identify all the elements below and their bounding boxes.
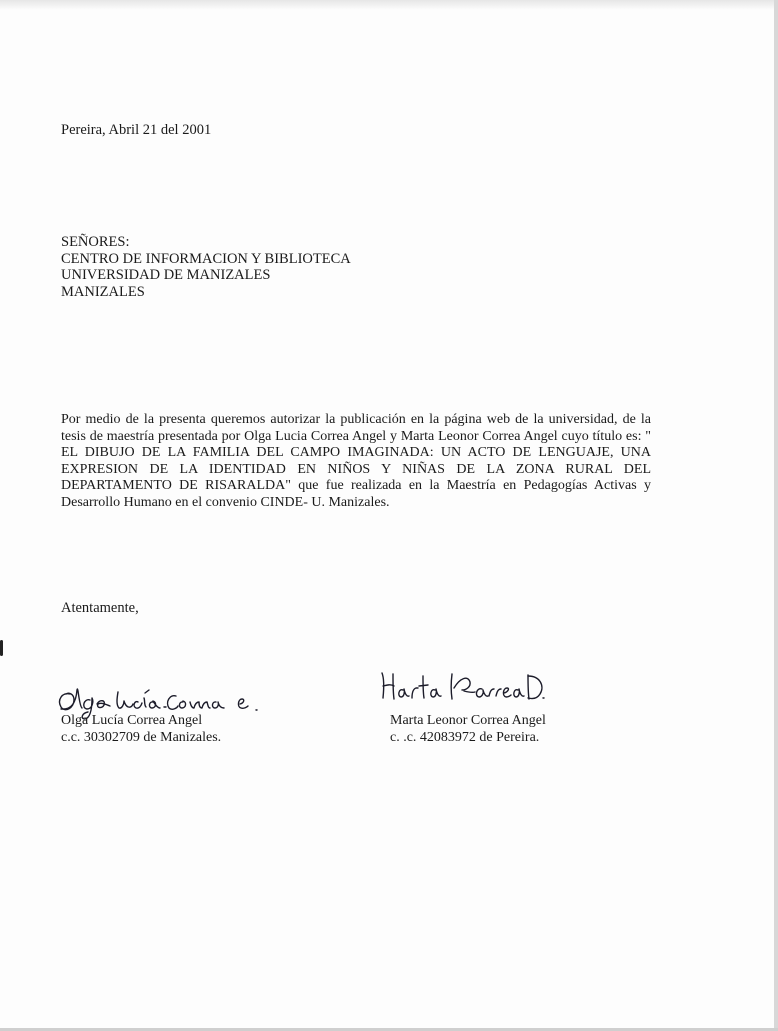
body-line: Desarrollo Humano en el convenio CINDE- U. Manizales.: [61, 494, 390, 510]
recipient-line: MANIZALES: [61, 283, 145, 300]
letter-date: Pereira, Abril 21 del 2001: [61, 122, 212, 138]
body-line: Por medio de la presenta queremos autorizar la publicación en la página web de la universidad, de la: [61, 412, 651, 427]
signatory-id: c. .c. 42083972 de Pereira.: [390, 729, 540, 745]
scan-edge-right: [774, 0, 778, 1031]
signature-marta: [378, 668, 548, 708]
scan-shadow-top: [0, 0, 778, 10]
recipient-block: [61, 234, 351, 300]
recipient-line: SEÑORES:: [61, 234, 130, 250]
body-line: tesis de maestría presentada por Olga Lucia Correa Angel y Marta Leonor Correa Angel cuyo título es: ": [61, 428, 651, 444]
recipient-line: CENTRO DE INFORMACION Y BIBLIOTECA: [61, 250, 351, 267]
letter-body: [61, 412, 651, 511]
signatory-name: Marta Leonor Correa Angel: [390, 713, 546, 728]
signatory-marta: [390, 713, 546, 746]
body-line: DEPARTAMENTO DE RISARALDA" que fue realizada en la Maestría en Pedagogías Activas y: [61, 478, 651, 493]
signatory-name: Olga Lucía Correa Angel: [61, 713, 203, 728]
body-line: EXPRESION DE LA IDENTIDAD EN NIÑOS Y NIÑAS DE LA ZONA RURAL DEL: [61, 461, 651, 477]
signatory-olga: [61, 713, 221, 746]
recipient-line: UNIVERSIDAD DE MANIZALES: [61, 267, 271, 283]
scan-edge-mark: [0, 640, 3, 656]
letter-closing: Atentamente,: [61, 600, 139, 616]
signatory-id: c.c. 30302709 de Manizales.: [61, 729, 222, 745]
body-line: EL DIBUJO DE LA FAMILIA DEL CAMPO IMAGINADA: UN ACTO DE LENGUAJE, UNA: [61, 445, 651, 460]
